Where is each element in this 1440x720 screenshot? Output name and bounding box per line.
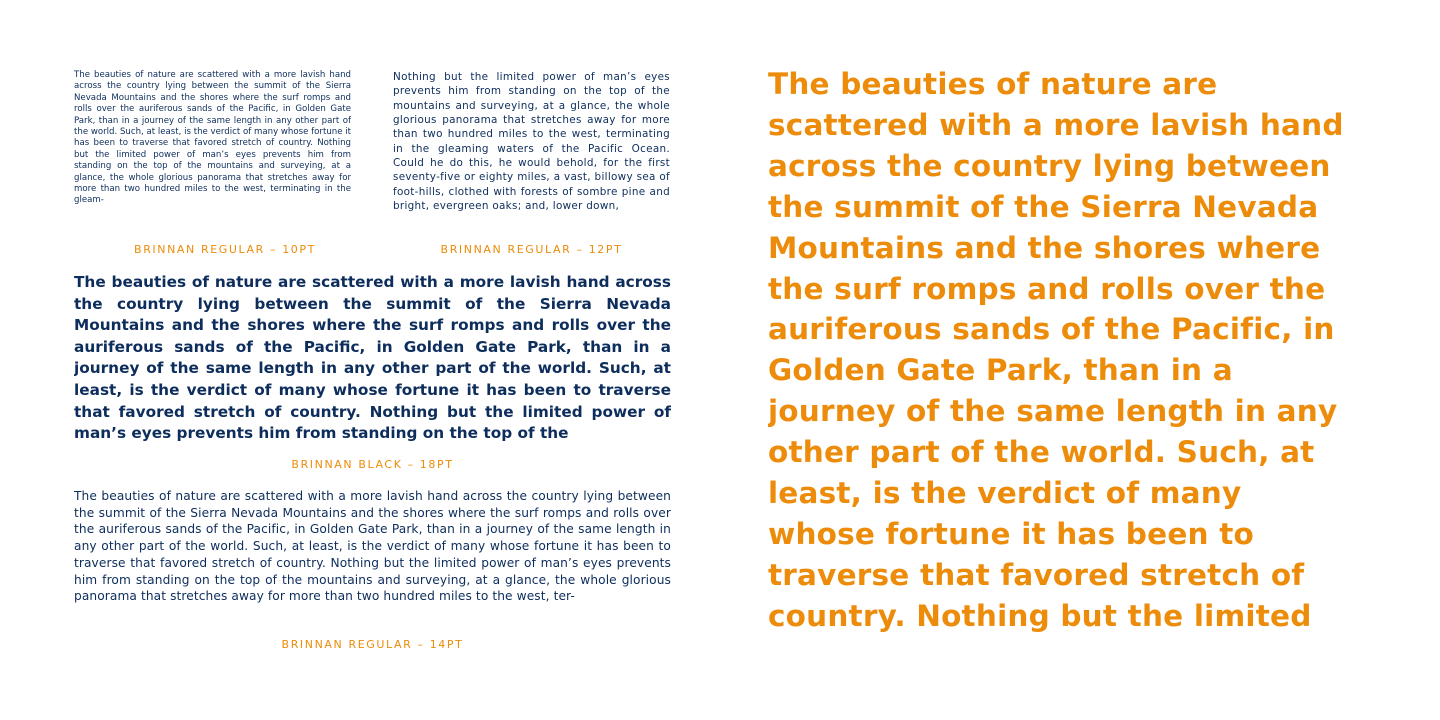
sample-text-regular-10pt: The beauties of nature are scattered with a more lavish hand across the country lying between the summit of the Sierra Nevada Mountains and the shores where the surf romps and rolls over the auriferous sands of the Pacific, in Golden Gate Park, than in a journey of the same length in any other part of the world. Such, at least, is the verdict of many whose fortune it has been to traverse that favored stretch of country. Nothing but the limited power of man’s eyes prevents him from standing on the top of the mountains and surveying, at a glance, the whole glorious panorama that stretches away for more than two hundred miles to the west, terminating in the gleam- xyxy=(74,70,351,206)
display-line: journey of the same length in any xyxy=(768,394,1338,429)
display-line: Golden Gate Park, than in a xyxy=(768,353,1233,388)
display-line: least, is the verdict of many xyxy=(768,476,1242,511)
caption-regular-10pt: BRINNAN REGULAR – 10PT xyxy=(134,243,316,256)
sample-text-black-18pt: The beauties of nature are scattered with a more lavish hand across the country lying between the summit of the Sierra Nevada Mountains and the shores where the surf romps and rolls over the auriferous sands of the Pacific, in Golden Gate Park, than in a journey of the same length in any other part of the world. Such, at least, is the verdict of many whose fortune it has been to traverse that favored stretch of country. Nothing but the limited power of man’s eyes prevents him from standing on the top of the xyxy=(74,273,671,443)
display-line: country. Nothing but the limited xyxy=(768,598,1312,633)
display-line: auriferous sands of the Pacific, in xyxy=(768,312,1335,347)
display-line: scattered with a more lavish hand xyxy=(768,107,1344,142)
display-line: the summit of the Sierra Nevada xyxy=(768,189,1319,224)
caption-regular-14pt: BRINNAN REGULAR – 14PT xyxy=(281,638,464,651)
display-line: across the country lying between xyxy=(768,148,1331,183)
display-line: Mountains and the shores where xyxy=(768,230,1321,265)
caption-regular-12pt: BRINNAN REGULAR – 12PT xyxy=(440,243,623,256)
caption-black-18pt: BRINNAN BLACK – 18PT xyxy=(291,458,454,471)
display-line: other part of the world. Such, at xyxy=(768,435,1315,470)
display-line: the surf romps and rolls over the xyxy=(768,271,1326,306)
display-sample-text xyxy=(768,64,1388,644)
display-line: traverse that favored stretch of xyxy=(768,557,1305,592)
display-line: The beauties of nature are xyxy=(768,67,1218,101)
sample-text-regular-14pt: The beauties of nature are scattered with a more lavish hand across the country lying between the summit of the Sierra Nevada Mountains and the shores where the surf romps and rolls over the auriferous sands of the Pacific, in Golden Gate Park, than in a journey of the same length in any other part of the world. Such, at least, is the verdict of many whose fortune it has been to traverse that favored stretch of country. Nothing but the limited power of man’s eyes prevents him from standing on the top of the mountains and surveying, at a glance, the whole glorious panorama that stretches away for more than two hundred miles to the west, ter- xyxy=(74,489,671,604)
sample-text-regular-12pt: Nothing but the limited power of man’s eyes prevents him from standing on the top of the mountains and surveying, at a glance, the whole glorious panorama that stretches away for more than two hundred miles to the west, terminating in the gleaming waters of the Pacific Ocean. Could he do this, he would behold, for the first seventy-five or eighty miles, a vast, billowy sea of foot-hills, clothed with forests of sombre pine and bright, evergreen oaks; and, lower down, xyxy=(393,71,670,213)
display-line: whose fortune it has been to xyxy=(768,516,1254,551)
